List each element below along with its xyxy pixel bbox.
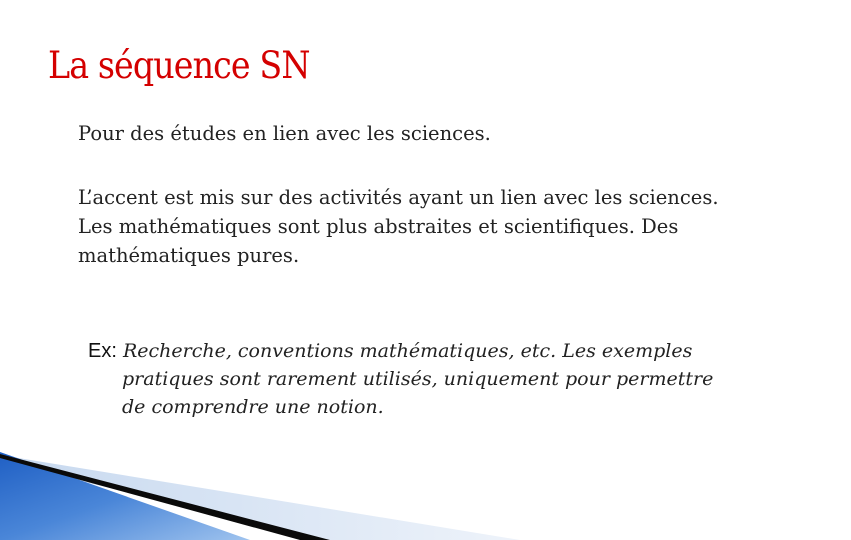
example-text: Recherche, conventions mathématiques, etc. Les exemples [122, 340, 693, 362]
example-lead: Ex: [88, 340, 117, 362]
bullet-line: Les mathématiques sont plus abstraites et scientifiques. Des [78, 215, 679, 238]
bullet-line: L’accent est mis sur des activités ayant un lien avec les sciences. [78, 186, 719, 209]
slide-title: La séquence SN [48, 44, 310, 87]
bullet-line: mathématiques pures. [78, 244, 300, 267]
bullet-text: Pour des études en lien avec les sciences. [78, 122, 491, 145]
bullet-item [52, 183, 822, 270]
example-text: de comprendre une notion. [122, 396, 384, 418]
bullet-item [52, 119, 822, 148]
bullet-text [78, 183, 822, 270]
example-block [88, 337, 808, 421]
example-line [88, 337, 808, 365]
example-text: pratiques sont rarement utilisés, uniquement pour permettre [122, 368, 714, 390]
